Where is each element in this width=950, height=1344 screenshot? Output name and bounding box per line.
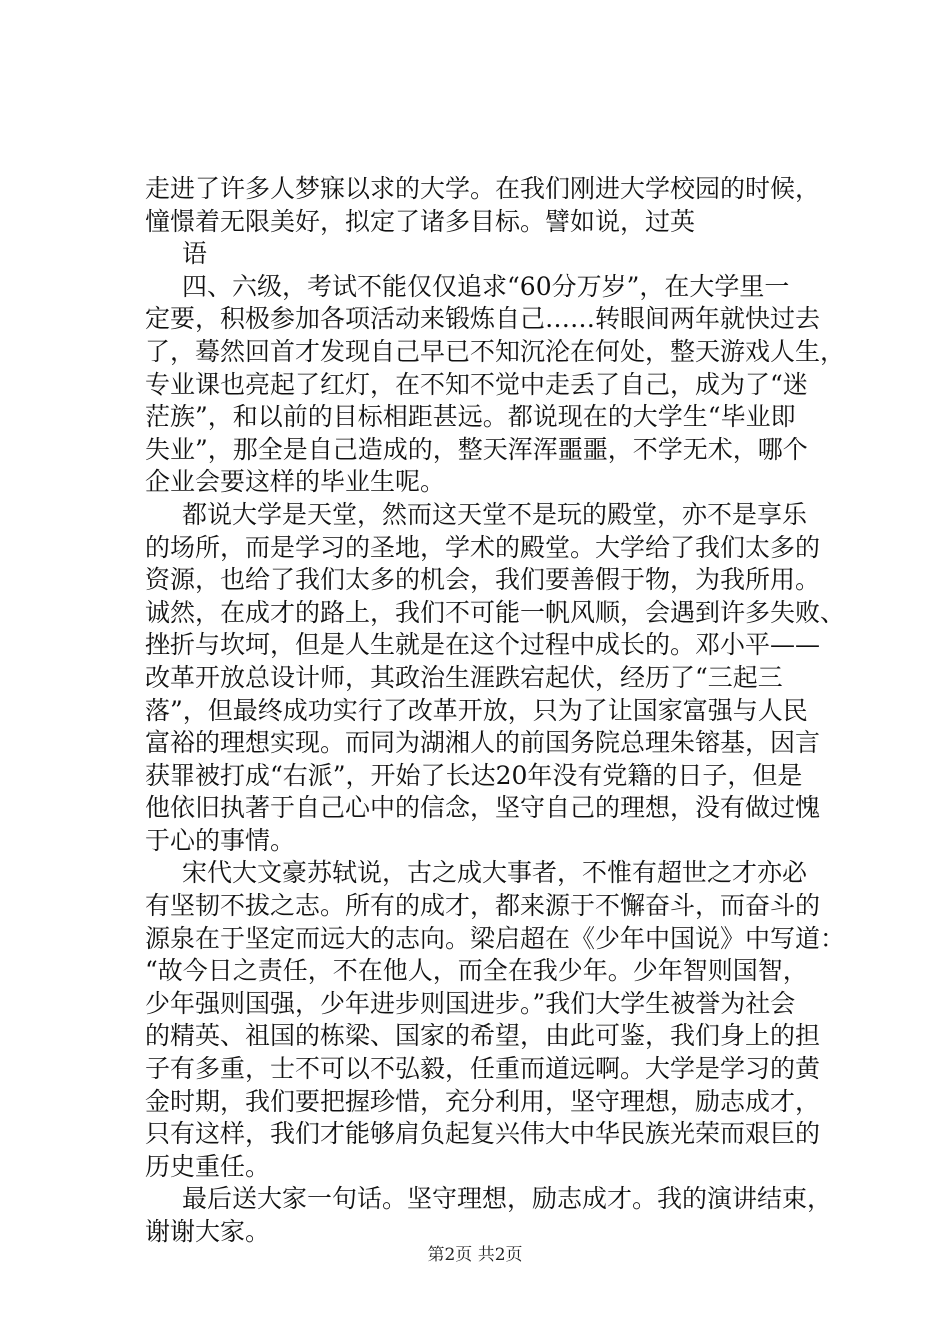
paragraph-start-line: 四、六级，考试不能仅仅追求“60分万岁”，在大学里一 <box>182 271 790 301</box>
text-line: 落”，但最终成功实行了改革开放，只为了让国家富强与人民 <box>145 695 808 725</box>
text-line: 源泉在于坚定而远大的志向。梁启超在《少年中国说》中写道： <box>145 923 846 953</box>
text-line: 走进了许多人梦寐以求的大学。在我们刚进大学校园的时候， <box>145 174 821 203</box>
text-line: 诚然，在成才的路上，我们不可能一帆风顺，会遇到许多失败、 <box>145 597 846 627</box>
paragraph-start-line: 都说大学是天堂，然而这天堂不是玩的殿堂，亦不是享乐 <box>182 499 808 529</box>
text-line: 的场所，而是学习的圣地，学术的殿堂。大学给了我们太多的 <box>145 532 821 562</box>
text-line: 金时期，我们要把握珍惜，充分利用，坚守理想，励志成才， <box>145 1086 821 1116</box>
text-line: 只有这样，我们才能够肩负起复兴伟大中华民族光荣而艰巨的 <box>145 1119 821 1149</box>
text-line: 失业”，那全是自己造成的，整天浑浑噩噩，不学无术，哪个 <box>145 434 808 464</box>
text-line: 于心的事情。 <box>145 825 296 855</box>
text-line: 的精英、祖国的栋梁、国家的希望，由此可鉴，我们身上的担 <box>145 1021 821 1051</box>
text-line: 语 <box>182 239 208 269</box>
paragraph-start-line: 最后送大家一句话。坚守理想，励志成才。我的演讲结束， <box>182 1184 833 1214</box>
text-line: 富裕的理想实现。而同为湖湘人的前国务院总理朱镕基，因言 <box>145 728 821 758</box>
text-line: 改革开放总设计师，其政治生涯跌宕起伏，经历了“三起三 <box>145 662 783 692</box>
page-footer: 第2页 共2页 <box>427 1245 523 1265</box>
text-line: “故今日之责任，不在他人，而全在我少年。少年智则国智， <box>145 956 808 986</box>
text-line: 获罪被打成“右派”，开始了长达20年没有党籍的日子，但是 <box>145 760 803 790</box>
text-line: 定要，积极参加各项活动来锻炼自己……转眼间两年就快过去 <box>145 304 821 334</box>
text-line: 挫折与坎坷，但是人生就是在这个过程中成长的。邓小平—— <box>145 630 821 660</box>
text-line: 资源，也给了我们太多的机会，我们要善假于物，为我所用。 <box>145 565 821 595</box>
text-line: 了，蓦然回首才发现自己早已不知沉沦在何处，整天游戏人生， <box>145 336 846 366</box>
paragraph-start-line: 宋代大文豪苏轼说，古之成大事者，不惟有超世之才亦必 <box>182 858 808 888</box>
text-line: 专业课也亮起了红灯，在不知不觉中走丢了自己，成为了“迷 <box>145 369 808 399</box>
text-line: 他依旧执著于自己心中的信念，坚守自己的理想，没有做过愧 <box>145 793 821 823</box>
text-line: 历史重任。 <box>145 1151 271 1181</box>
text-line: 憧憬着无限美好，拟定了诸多目标。譬如说，过英 <box>145 206 696 236</box>
text-line: 茫族”，和以前的目标相距甚远。都说现在的大学生“毕业即 <box>145 402 796 432</box>
text-line: 子有多重，士不可以不弘毅，任重而道远啊。大学是学习的黄 <box>145 1054 821 1084</box>
text-line: 少年强则国强，少年进步则国进步。”我们大学生被誉为社会 <box>145 988 796 1018</box>
text-line: 谢谢大家。 <box>145 1217 271 1246</box>
text-line: 有坚韧不拔之志。所有的成才，都来源于不懈奋斗，而奋斗的 <box>145 891 821 921</box>
text-line: 企业会要这样的毕业生呢。 <box>145 467 446 497</box>
document-body <box>145 173 845 1249</box>
